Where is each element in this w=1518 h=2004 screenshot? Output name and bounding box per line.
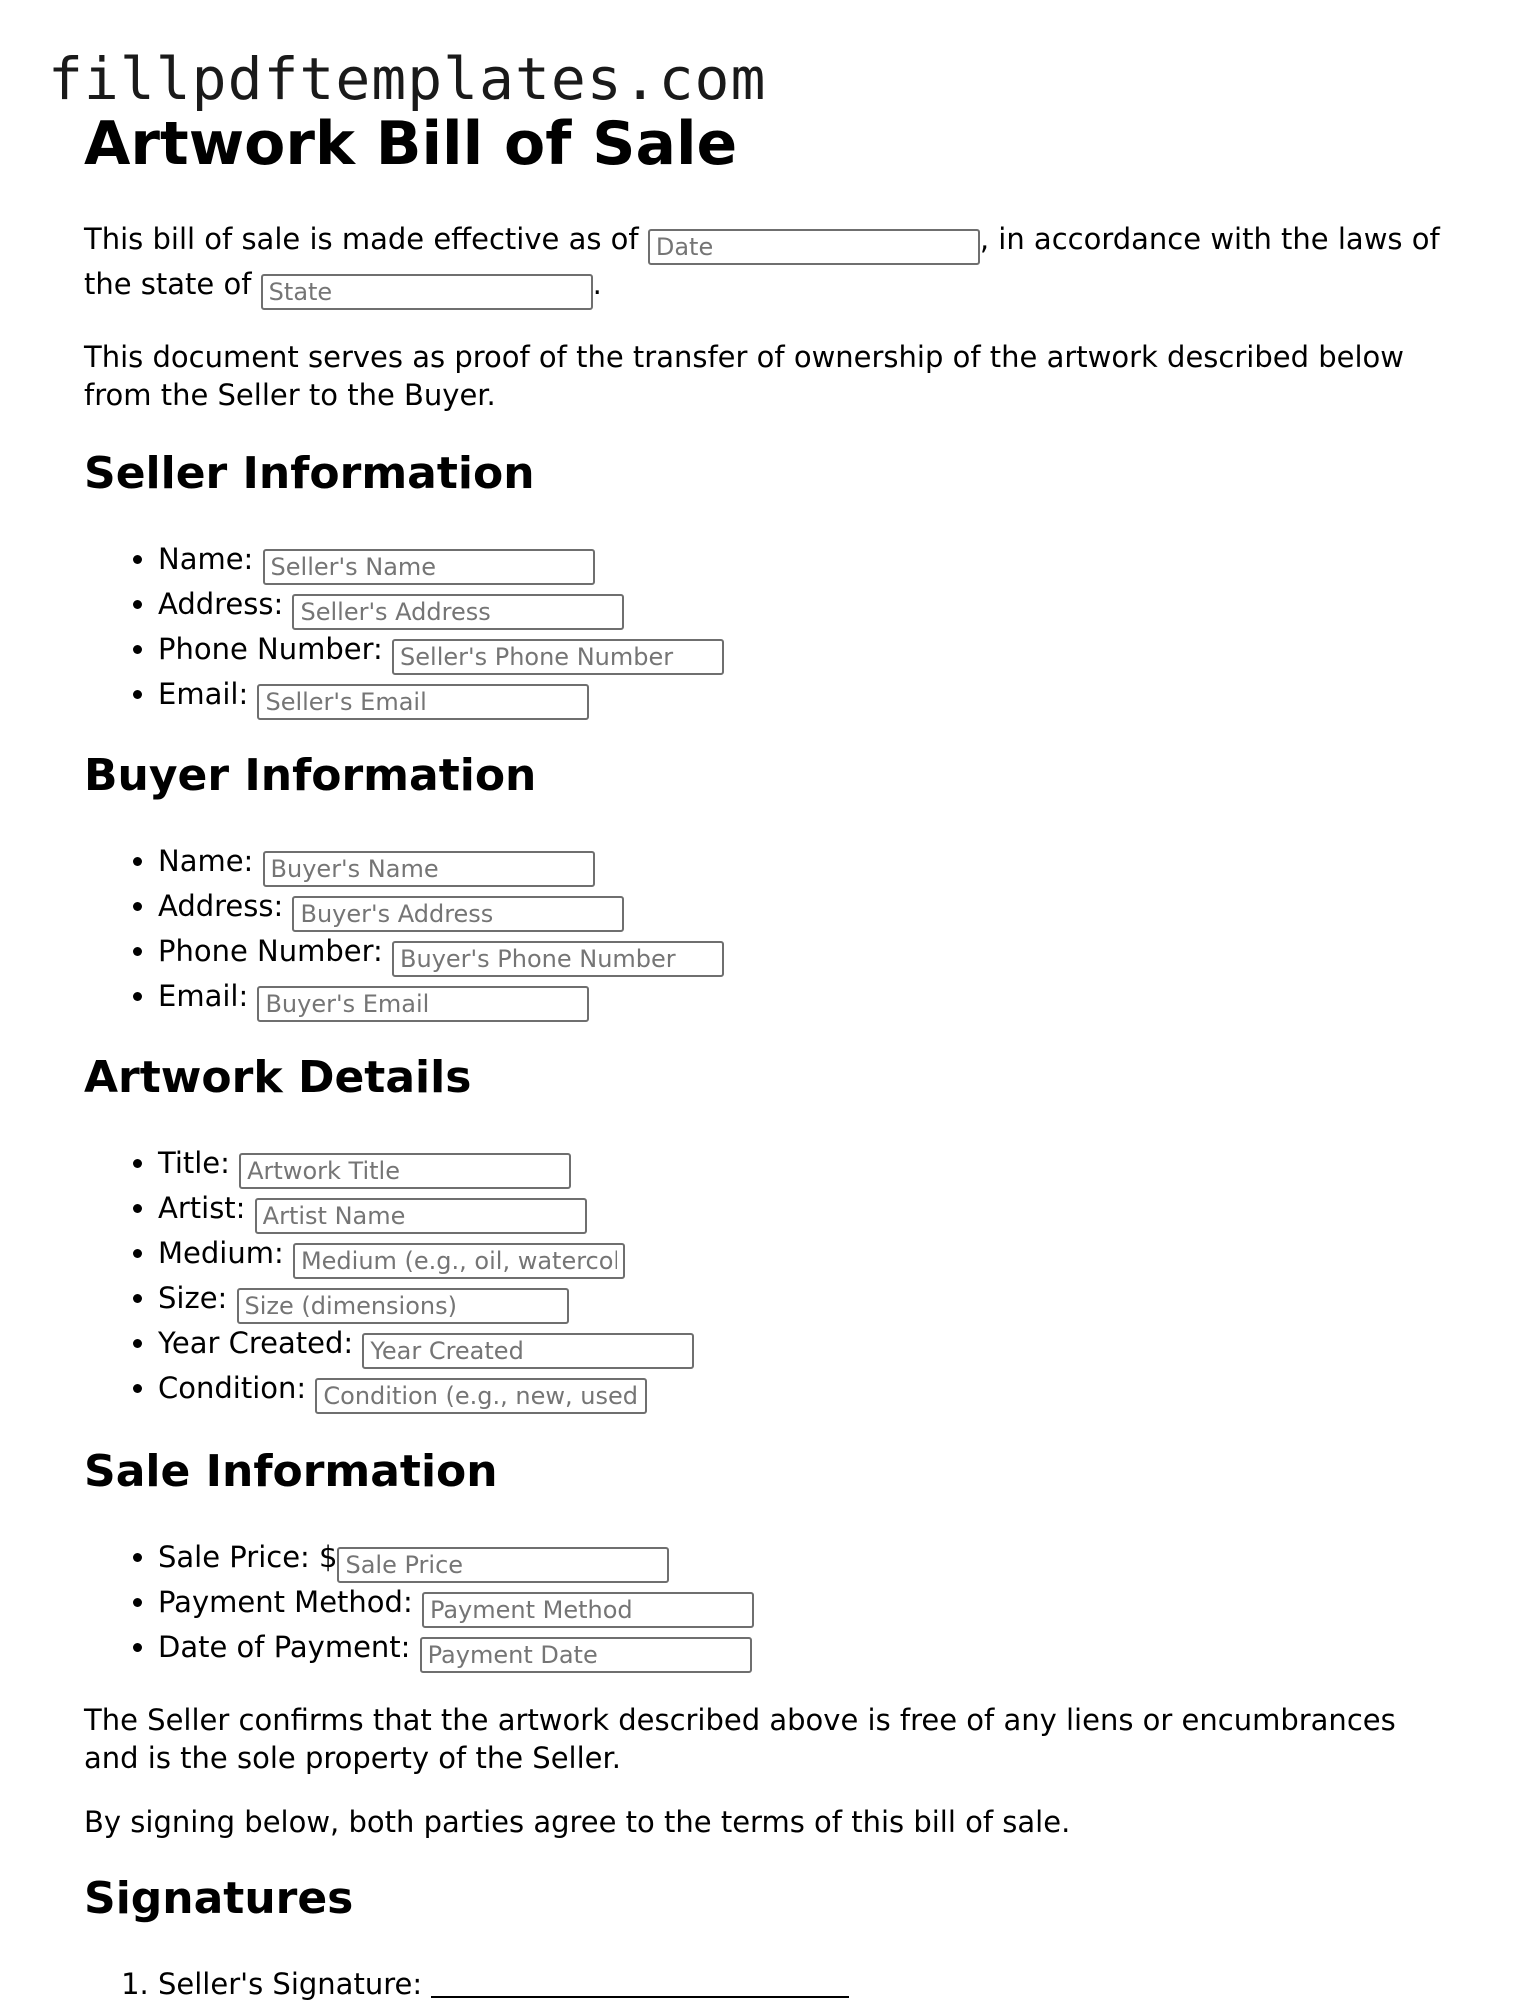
condition-item — [158, 1369, 1444, 1414]
seller-phone-input[interactable] — [392, 639, 724, 675]
sale-fields — [84, 1538, 1444, 1673]
seller-email-input[interactable] — [257, 684, 589, 720]
seller-signature-line[interactable] — [431, 1966, 849, 1998]
watermark: fillpdftemplates.com — [48, 45, 767, 113]
buyer-email-item — [158, 977, 1444, 1022]
payment-date-input[interactable] — [420, 1637, 752, 1673]
document-title: Artwork Bill of Sale — [84, 109, 738, 179]
seller-email-item — [158, 675, 1444, 720]
payment-date-label: Date of Payment: — [158, 1630, 420, 1664]
artist-item — [158, 1189, 1444, 1234]
date-input[interactable] — [648, 229, 980, 265]
seller-name-label: Name: — [158, 542, 263, 576]
medium-label: Medium: — [158, 1236, 293, 1270]
seller-signature-item — [158, 1965, 1444, 2004]
liens-paragraph: The Seller confirms that the artwork described above is free of any liens or encumbrances and is the sole property of the Seller. — [84, 1703, 1396, 1775]
medium-item — [158, 1234, 1444, 1279]
buyer-address-label: Address: — [158, 889, 293, 923]
intro-end: . — [592, 267, 602, 301]
state-input[interactable] — [261, 274, 593, 310]
year-created-input[interactable] — [362, 1333, 694, 1369]
buyer-name-label: Name: — [158, 844, 263, 878]
seller-address-item — [158, 585, 1444, 630]
agreement-paragraph: By signing below, both parties agree to the terms of this bill of sale. — [84, 1805, 1071, 1839]
buyer-phone-item — [158, 932, 1444, 977]
artist-input[interactable] — [255, 1198, 587, 1234]
buyer-phone-label: Phone Number: — [158, 934, 393, 968]
year-created-item — [158, 1324, 1444, 1369]
signatures-heading: Signatures — [84, 1873, 354, 1924]
artwork-fields — [84, 1144, 1444, 1414]
intro-text-2: , in accordance with the laws of the state of — [84, 222, 1440, 301]
intro-text: This bill of sale is made effective as of — [84, 222, 648, 256]
buyer-email-input[interactable] — [257, 986, 589, 1022]
seller-signature-label: Seller's Signature: — [158, 1967, 432, 2001]
seller-name-item — [158, 540, 1444, 585]
seller-heading: Seller Information — [84, 448, 535, 499]
payment-method-label: Payment Method: — [158, 1585, 422, 1619]
seller-name-input[interactable] — [263, 549, 595, 585]
year-created-label: Year Created: — [158, 1326, 363, 1360]
seller-phone-item — [158, 630, 1444, 675]
payment-method-item — [158, 1583, 1444, 1628]
signature-list — [84, 1965, 1444, 2004]
seller-email-label: Email: — [158, 677, 258, 711]
artwork-heading: Artwork Details — [84, 1052, 472, 1103]
seller-address-label: Address: — [158, 587, 293, 621]
seller-phone-label: Phone Number: — [158, 632, 393, 666]
effective-date-paragraph — [84, 220, 1444, 310]
sale-price-input[interactable] — [337, 1547, 669, 1583]
medium-input[interactable] — [293, 1243, 625, 1279]
size-label: Size: — [158, 1281, 237, 1315]
purpose-paragraph: This document serves as proof of the transfer of ownership of the artwork described below from the Seller to the Buyer. — [84, 340, 1404, 412]
buyer-name-item — [158, 842, 1444, 887]
seller-fields — [84, 540, 1444, 720]
buyer-address-input[interactable] — [292, 896, 624, 932]
artwork-title-item — [158, 1144, 1444, 1189]
sale-price-label: Sale Price: $ — [158, 1540, 338, 1574]
buyer-phone-input[interactable] — [392, 941, 724, 977]
payment-method-input[interactable] — [422, 1592, 754, 1628]
buyer-fields — [84, 842, 1444, 1022]
sale-price-item — [158, 1538, 1444, 1583]
buyer-address-item — [158, 887, 1444, 932]
artwork-title-label: Title: — [158, 1146, 240, 1180]
document — [84, 104, 1444, 2004]
condition-input[interactable] — [315, 1378, 647, 1414]
size-input[interactable] — [237, 1288, 569, 1324]
buyer-heading: Buyer Information — [84, 750, 537, 801]
condition-label: Condition: — [158, 1371, 316, 1405]
buyer-email-label: Email: — [158, 979, 258, 1013]
buyer-name-input[interactable] — [263, 851, 595, 887]
seller-address-input[interactable] — [292, 594, 624, 630]
artwork-title-input[interactable] — [239, 1153, 571, 1189]
payment-date-item — [158, 1628, 1444, 1673]
artist-label: Artist: — [158, 1191, 255, 1225]
sale-heading: Sale Information — [84, 1446, 498, 1497]
size-item — [158, 1279, 1444, 1324]
